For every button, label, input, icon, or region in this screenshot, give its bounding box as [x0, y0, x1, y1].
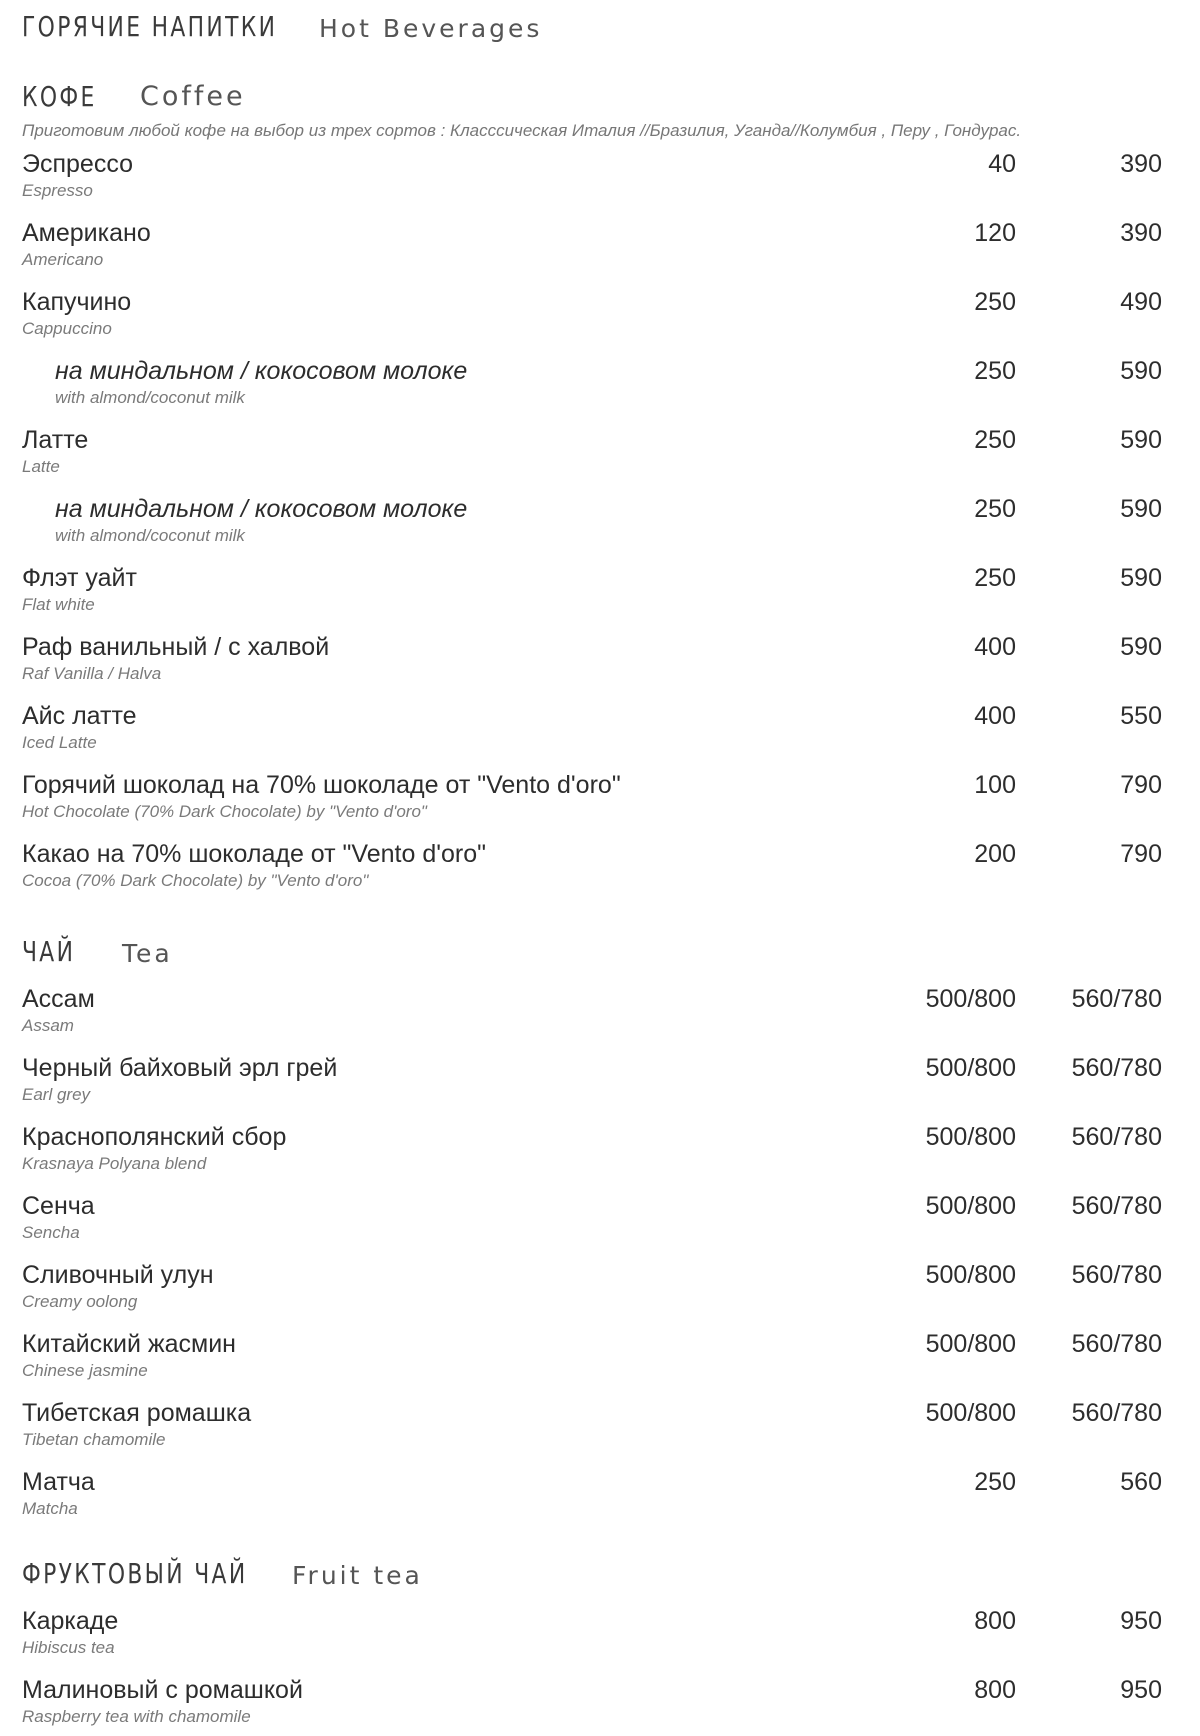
item-name-en: Latte [22, 457, 60, 476]
item-name-en: Cocoa (70% Dark Chocolate) by "Vento d'oro" [22, 871, 369, 890]
item-name: Малиновый с ромашкой [22, 1676, 303, 1704]
item-name-en: Raspberry tea with chamomile [22, 1707, 251, 1726]
item-name-en: Raf Vanilla / Halva [22, 664, 162, 683]
item-name-en: with almond/coconut milk [55, 526, 245, 545]
item-volume: 100 [974, 771, 1016, 799]
item-name: Какао на 70% шоколаде от "Vento d'oro" [22, 840, 487, 868]
item-volume: 400 [974, 702, 1016, 730]
menu-item [22, 1123, 1162, 1183]
item-volume: 800 [974, 1676, 1016, 1704]
item-price: 590 [1120, 564, 1162, 592]
item-name-en: Creamy oolong [22, 1292, 138, 1311]
coffee-title-en: Coffee [140, 81, 246, 112]
menu-item [22, 1261, 1162, 1321]
item-price: 590 [1120, 357, 1162, 385]
item-volume: 40 [988, 150, 1016, 178]
menu-item [22, 1192, 1162, 1252]
item-volume: 250 [974, 564, 1016, 592]
item-name: на миндальном / кокосовом молоке [55, 357, 468, 385]
menu-item [22, 1054, 1162, 1114]
section-coffee-title [22, 80, 246, 113]
page-header [22, 10, 543, 43]
item-name-en: with almond/coconut milk [55, 388, 245, 407]
item-name-en: Assam [22, 1016, 74, 1035]
item-name: Горячий шоколад на 70% шоколаде от "Vento d'oro" [22, 771, 621, 799]
item-volume: 250 [974, 1468, 1016, 1496]
item-volume: 500/800 [925, 1123, 1016, 1151]
item-name: Каркаде [22, 1607, 119, 1635]
item-name-en: Sencha [22, 1223, 80, 1242]
menu-item [22, 426, 1162, 486]
section-fruit-tea-title [22, 1557, 423, 1590]
item-name: Краснополянский сбор [22, 1123, 287, 1151]
item-name: Сенча [22, 1192, 95, 1220]
item-price: 560/780 [1071, 1261, 1162, 1289]
item-name-en: Chinese jasmine [22, 1361, 148, 1380]
item-price: 790 [1120, 840, 1162, 868]
page-title-en: Hot Beverages [319, 14, 543, 43]
item-name-en: Americano [22, 250, 104, 269]
item-name: Ассам [22, 985, 95, 1013]
item-volume: 400 [974, 633, 1016, 661]
coffee-note: Приготовим любой кофе на выбор из трех сортов : Класссическая Италия //Бразилия, Уганда//Колумбия , Перу , Гондурас. [22, 121, 1022, 140]
section-tea-title [22, 935, 173, 968]
item-name: Американо [22, 219, 151, 247]
item-name: Сливочный улун [22, 1261, 214, 1289]
item-name: Эспрессо [22, 150, 133, 178]
item-price: 390 [1120, 150, 1162, 178]
item-price: 590 [1120, 426, 1162, 454]
item-name-en: Hibiscus tea [22, 1638, 115, 1657]
item-price: 560/780 [1071, 1399, 1162, 1427]
item-name: Тибетская ромашка [22, 1399, 252, 1427]
menu-item [22, 1468, 1162, 1528]
menu-item [22, 840, 1162, 900]
menu-item [22, 1399, 1162, 1459]
item-volume: 120 [974, 219, 1016, 247]
tea-title-ru: ЧАЙ [22, 935, 76, 968]
menu-item-option [22, 495, 1162, 555]
item-name-en: Cappuccino [22, 319, 112, 338]
item-price: 390 [1120, 219, 1162, 247]
item-name: на миндальном / кокосовом молоке [55, 495, 468, 523]
tea-title-en: Tea [122, 939, 173, 968]
menu-item [22, 219, 1162, 279]
item-price: 560/780 [1071, 1192, 1162, 1220]
coffee-title-ru: КОФЕ [22, 80, 97, 113]
item-volume: 500/800 [925, 1399, 1016, 1427]
item-name: Латте [22, 426, 89, 454]
item-price: 950 [1120, 1607, 1162, 1635]
item-price: 560/780 [1071, 985, 1162, 1013]
item-price: 490 [1120, 288, 1162, 316]
item-volume: 800 [974, 1607, 1016, 1635]
item-volume: 500/800 [925, 1192, 1016, 1220]
item-volume: 500/800 [925, 1261, 1016, 1289]
item-name-en: Hot Chocolate (70% Dark Chocolate) by "Vento d'oro" [22, 802, 427, 821]
item-volume: 250 [974, 357, 1016, 385]
item-name: Матча [22, 1468, 95, 1496]
menu-item [22, 771, 1162, 831]
fruit-tea-title-ru: ФРУКТОВЫЙ ЧАЙ [22, 1557, 248, 1590]
item-volume: 250 [974, 495, 1016, 523]
item-volume: 200 [974, 840, 1016, 868]
item-name: Черный байховый эрл грей [22, 1054, 338, 1082]
item-name-en: Tibetan chamomile [22, 1430, 166, 1449]
item-name: Раф ванильный / с халвой [22, 633, 330, 661]
item-name: Китайский жасмин [22, 1330, 236, 1358]
item-price: 590 [1120, 633, 1162, 661]
menu-item [22, 1607, 1162, 1667]
item-name-en: Flat white [22, 595, 95, 614]
item-price: 560/780 [1071, 1123, 1162, 1151]
menu-item [22, 985, 1162, 1045]
menu-item [22, 288, 1162, 348]
item-name: Айс латте [22, 702, 137, 730]
item-volume: 500/800 [925, 985, 1016, 1013]
menu-item [22, 702, 1162, 762]
item-name-en: Matcha [22, 1499, 78, 1518]
item-name: Флэт уайт [22, 564, 137, 592]
menu-item [22, 633, 1162, 693]
menu-item [22, 1676, 1162, 1736]
item-volume: 250 [974, 288, 1016, 316]
item-name-en: Krasnaya Polyana blend [22, 1154, 207, 1173]
item-price: 790 [1120, 771, 1162, 799]
page-title-ru: ГОРЯЧИЕ НАПИТКИ [22, 10, 278, 43]
fruit-tea-title-en: Fruit tea [292, 1561, 423, 1590]
item-name-en: Espresso [22, 181, 93, 200]
item-name-en: Iced Latte [22, 733, 97, 752]
item-volume: 250 [974, 426, 1016, 454]
menu-item [22, 1330, 1162, 1390]
item-volume: 500/800 [925, 1330, 1016, 1358]
item-name: Капучино [22, 288, 132, 316]
item-name-en: Earl grey [22, 1085, 91, 1104]
menu-item-option [22, 357, 1162, 417]
item-price: 590 [1120, 495, 1162, 523]
item-price: 950 [1120, 1676, 1162, 1704]
menu-item [22, 564, 1162, 624]
item-volume: 500/800 [925, 1054, 1016, 1082]
item-price: 560/780 [1071, 1054, 1162, 1082]
item-price: 560 [1120, 1468, 1162, 1496]
menu-item [22, 150, 1162, 210]
item-price: 560/780 [1071, 1330, 1162, 1358]
item-price: 550 [1120, 702, 1162, 730]
